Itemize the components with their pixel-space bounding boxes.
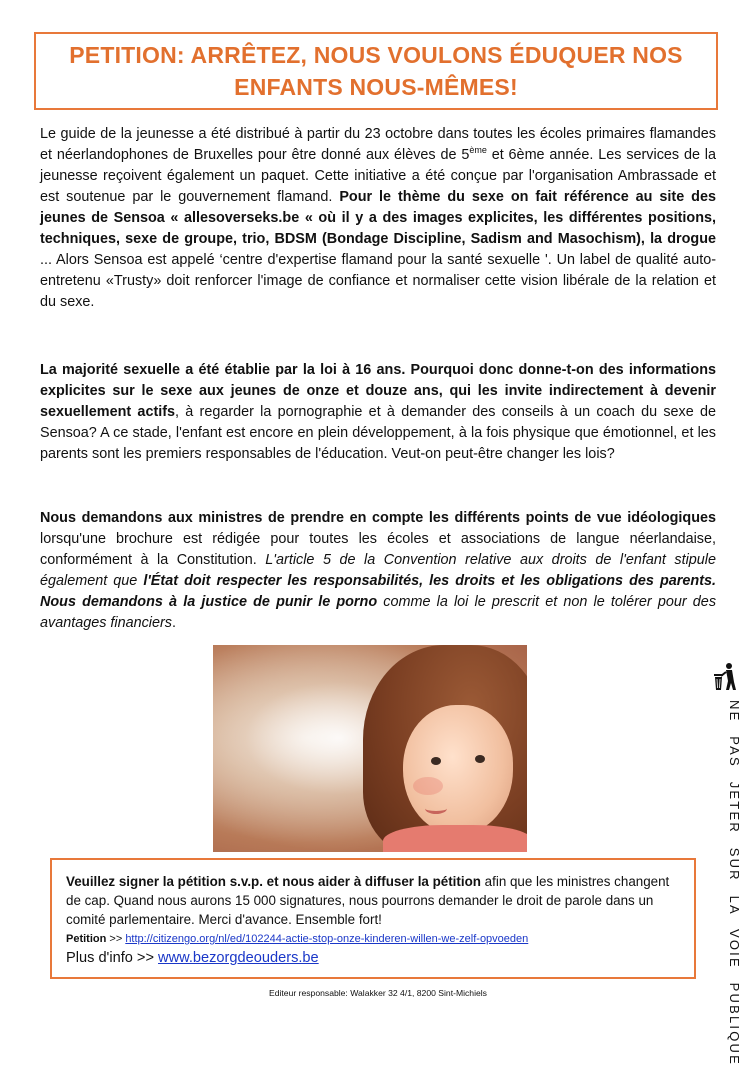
paragraph-3	[40, 508, 716, 634]
side-notice	[708, 660, 742, 1066]
photo-face	[403, 705, 513, 835]
trash-bin-icon	[712, 662, 738, 692]
footer-publisher: Editeur responsable: Walakker 32 4/1, 8200 Sint-Michiels	[269, 988, 487, 998]
title-line-1: PETITION: ARRÊTEZ, NOUS VOULONS ÉDUQUER NOS	[69, 42, 683, 68]
info-link[interactable]: www.bezorgdeouders.be	[158, 950, 319, 966]
paragraph-1	[40, 124, 716, 313]
p1-text-1: Le guide de la jeunesse a été distribué à partir du 23 octobre dans toutes les écoles primaires flamandes et néerlandophones de Bruxelles pour être donné aux élèves de 5	[40, 126, 716, 163]
petition-separator: >>	[106, 933, 126, 945]
sign-box-body: afin que les ministres changent de cap. Quand nous aurons 15 000 signatures, nous pourrons demander le droit de parole dans un comité parlementaire. Merci d'avance. Ensemble fort!	[66, 874, 670, 927]
p1-text-3: ... Alors Sensoa est appelé ‘centre d'expertise flamand pour la santé sexuelle '. Un label de qualité auto-entretenu «Trusty» doit renforcer l'image de confiance et normaliser cette vision libérale de la relation et du sexe.	[40, 252, 716, 310]
sign-box-text	[66, 872, 680, 929]
p1-text-2: et 6ème année. Les services de la jeunesse reçoivent également un paquet. Cette initiative a été conçue par l'organisation Ambrassade et est soutenue par le gouvernement flamand.	[40, 147, 716, 205]
p3-bold-1: Nous demandons aux ministres de prendre en compte les différents points de vue idéologiques	[40, 510, 716, 526]
photo-eye-right	[475, 755, 485, 763]
petition-line	[66, 931, 680, 947]
p2-text-1: , à regarder la pornographie et à demander des conseils à un coach du sexe de Sensoa? A ce stade, l'enfant est encore en plein développement, à la fois physique que émotionnel, et les parents sont les premiers responsables de l'éducation. Veut-on peut-être changer les lois?	[40, 404, 716, 462]
info-line	[66, 947, 680, 969]
info-label: Plus d'info >>	[66, 950, 159, 966]
sign-petition-box	[50, 858, 696, 979]
p3-italic-2: comme la loi le prescrit et non le tolérer pour des avantages financiers	[40, 594, 717, 631]
photo-mouth	[425, 803, 447, 814]
p1-superscript: ème	[469, 145, 487, 156]
p3-text-2: .	[172, 615, 176, 631]
title-box	[34, 32, 718, 110]
p3-italic-1: L'article 5 de la Convention relative aux droits de l'enfant stipule également que	[40, 552, 717, 589]
paragraph-2	[40, 360, 716, 465]
page-title	[69, 39, 682, 103]
sign-box-bold: Veuillez signer la pétition s.v.p. et nous aider à diffuser la pétition	[66, 874, 481, 889]
p3-bold-italic-1: l'État doit respecter les responsabilités, les droits et les obligations des parents. Nous demandons à la justice de punir le porno	[40, 573, 716, 610]
side-notice-text: NE PAS JETER SUR LA VOIE PUBLIQUE	[727, 700, 742, 1066]
title-line-2: ENFANTS NOUS-MÊMES!	[234, 74, 518, 100]
p3-text-1: lorsqu'une brochure est rédigée pour toutes les écoles et associations de langue néerlandaise, conformément à la Constitution.	[40, 531, 716, 568]
petition-link[interactable]: http://citizengo.org/nl/ed/102244-actie-stop-onze-kinderen-willen-we-zelf-opvoeden	[125, 933, 529, 945]
photo-eye-left	[431, 757, 441, 765]
child-photo	[213, 645, 527, 852]
petition-label: Petition	[66, 933, 107, 945]
p2-bold-1: La majorité sexuelle a été établie par la loi à 16 ans. Pourquoi donc donne-t-on des informations explicites sur le sexe aux jeunes de onze et douze ans, qui les invite indirectement à devenir sexuellement actifs	[40, 362, 716, 420]
photo-dress	[383, 825, 527, 852]
photo-cheek	[413, 777, 443, 795]
p1-bold-1: Pour le thème du sexe on fait référence au site des jeunes de Sensoa « allesoverseks.be « où il y a des images explicites, les différentes positions, techniques, sexe de groupe, trio, BDSM (Bondage Discipline, Sadism and Masochism), la drogue	[40, 189, 716, 247]
